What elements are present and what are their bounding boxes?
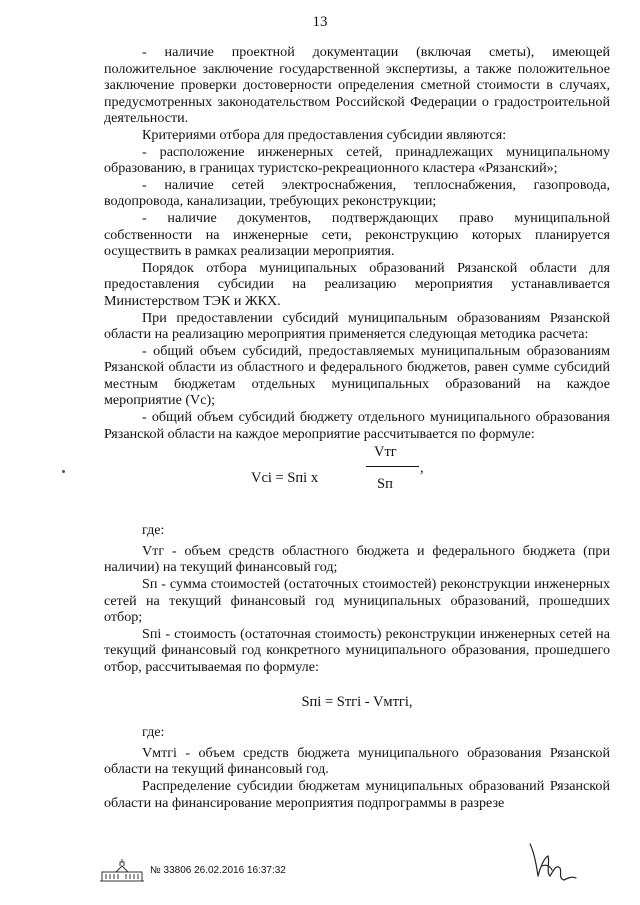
building-logo-icon <box>98 857 146 883</box>
paragraph: - наличие проектной документации (включая сметы), имеющей положительное заключение государственной экспертизы, а также положительное заключение проверки достоверности определения сметной стоимости в случаях, предусмотренных законодательством Российской Федерации о градостроительной деятельности. <box>104 44 610 127</box>
scan-speck <box>62 470 65 473</box>
paragraph: - расположение инженерных сетей, принадлежащих муниципальному образованию, в границах туристско-рекреационного кластера «Рязанский»; <box>104 143 610 177</box>
definition: Vмтгi - объем средств бюджета муниципального образования Рязанской области на текущий финансовый год. <box>104 744 610 778</box>
signature-icon <box>520 838 580 888</box>
formula-spi: Sпi = Sтгi - Vмтгi, <box>301 693 413 710</box>
paragraph: Распределение субсидии бюджетам муниципальных образований Рязанской области на финансирование мероприятия подпрограммы в разрезе <box>104 777 610 811</box>
formula-vci <box>104 442 610 522</box>
page-number: 13 <box>312 14 328 30</box>
paragraph: Критериями отбора для предоставления субсидии являются: <box>142 126 507 143</box>
where-label: где: <box>142 724 165 741</box>
paragraph: - наличие сетей электроснабжения, теплоснабжения, газопровода, водопровода, канализации, требующих реконструкции; <box>104 176 610 210</box>
formula-lhs: Vci = Sпi x <box>251 470 319 487</box>
paragraph: Порядок отбора муниципальных образований Рязанской области для предоставления субсидии на реализацию мероприятия устанавливается Министерством ТЭК и ЖКХ. <box>104 259 610 309</box>
paragraph: - наличие документов, подтверждающих право муниципальной собственности на инженерные сети, реконструкцию которых планируется осуществить в рамках реализации мероприятия. <box>104 209 610 260</box>
definition: Sпi - стоимость (остаточная стоимость) реконструкции инженерных сетей на текущий финансовый год конкретного муниципального образования, прошедшего отбор, рассчитываемая по формуле: <box>104 625 610 675</box>
paragraph: При предоставлении субсидий муниципальным образованиям Рязанской области на реализацию мероприятия применяется следующая методика расчета: <box>104 309 610 343</box>
definition: Vтг - объем средств областного бюджета и федерального бюджета (при наличии) на текущий финансовый год; <box>104 542 610 576</box>
registration-stamp: № 33806 26.02.2016 16:37:32 <box>150 865 286 876</box>
formula-suffix: , <box>420 460 424 477</box>
paragraph: - общий объем субсидий, предоставляемых муниципальным образованиям Рязанской области из областного и федерального бюджетов, равен сумме субсидий местным бюджетам отдельных муниципальных образований на каждое мероприятие (Vс); <box>104 342 610 409</box>
document-body <box>104 44 610 811</box>
formula-numerator: Vтг <box>374 444 397 461</box>
where-label: где: <box>142 522 165 539</box>
fraction-bar <box>366 466 419 467</box>
formula-denominator: Sп <box>377 476 393 493</box>
footer <box>98 857 358 883</box>
paragraph: - общий объем субсидий бюджету отдельного муниципального образования Рязанской области на каждое мероприятие рассчитывается по формуле: <box>104 409 610 442</box>
definition: Sп - сумма стоимостей (остаточных стоимостей) реконструкции инженерных сетей на текущий финансовый год муниципальных образований, прошедших отбор; <box>104 576 610 626</box>
